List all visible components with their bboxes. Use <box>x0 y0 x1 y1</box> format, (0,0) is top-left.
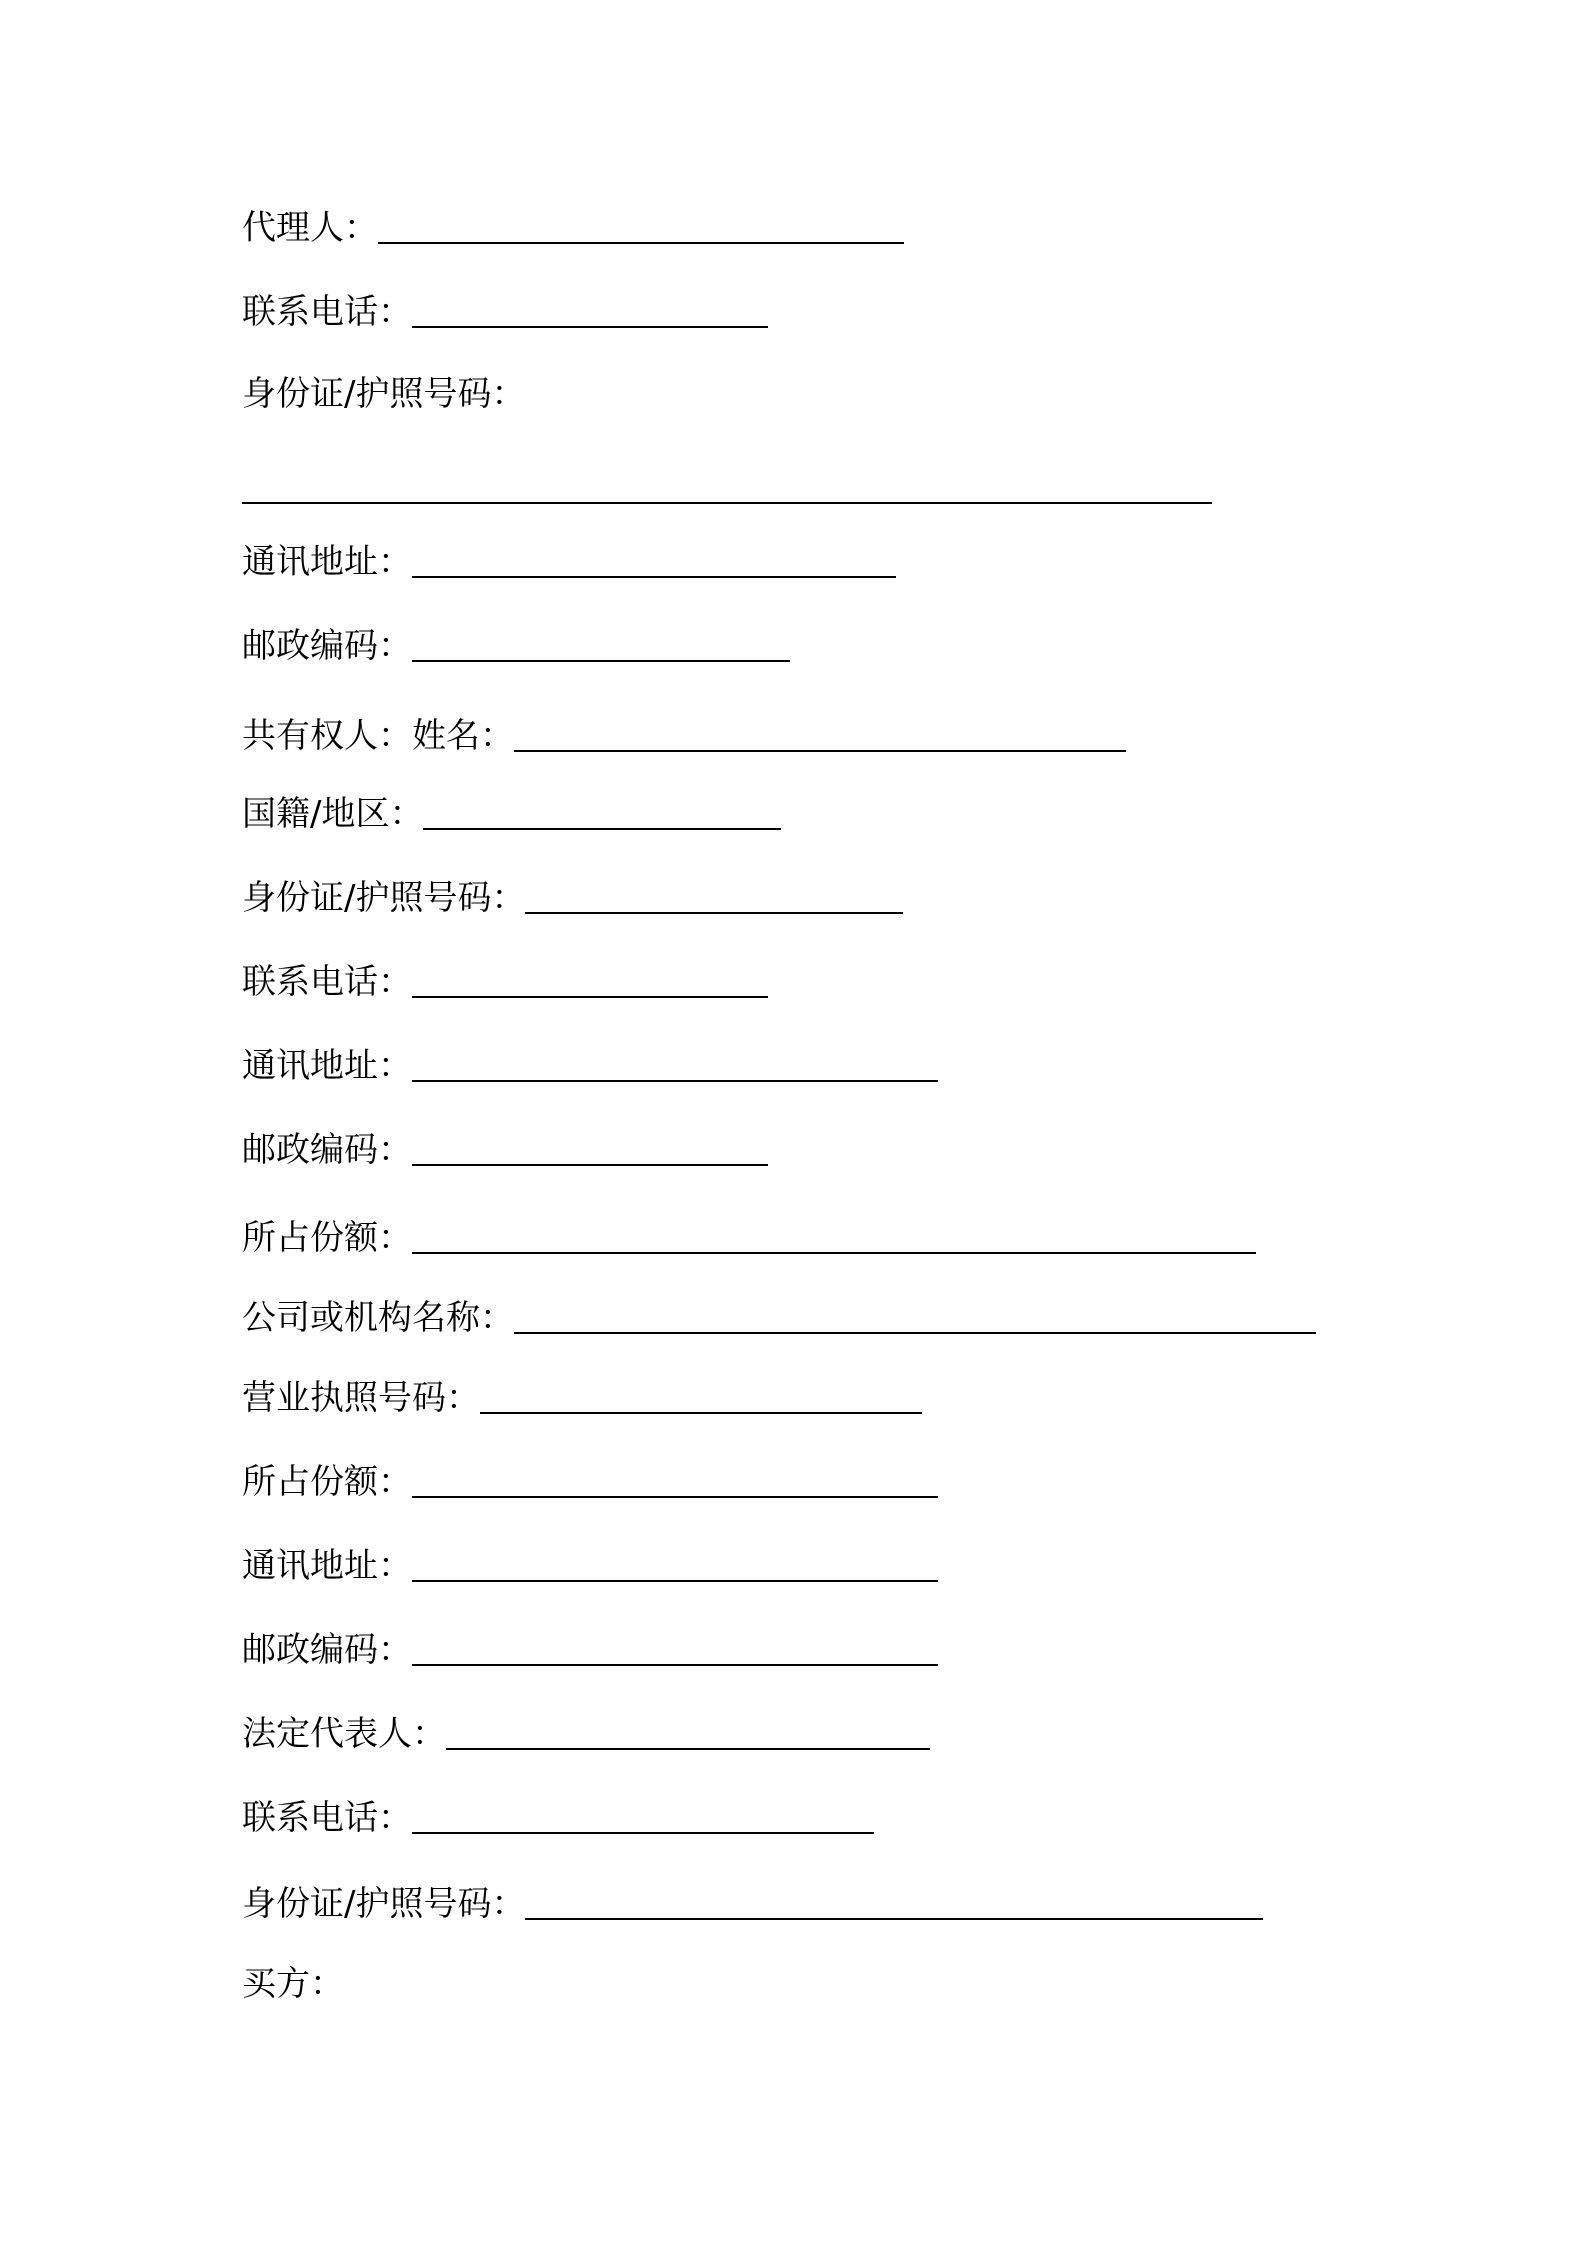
field-postal-code <box>242 622 790 670</box>
field-label: 邮政编码： <box>242 1130 412 1170</box>
blank-line[interactable] <box>412 1546 938 1582</box>
field-label: 共有权人：姓名： <box>242 716 514 756</box>
blank-line[interactable] <box>412 1798 874 1834</box>
blank-line[interactable] <box>412 1130 768 1166</box>
field-label: 身份证/护照号码： <box>242 1884 526 1924</box>
field-share <box>242 1458 938 1506</box>
field-label: 联系电话： <box>242 962 412 1002</box>
blank-line[interactable] <box>412 1046 938 1082</box>
blank-line[interactable] <box>378 208 904 244</box>
field-address <box>242 538 896 586</box>
field-address <box>242 1042 938 1090</box>
field-id-number <box>242 370 525 418</box>
field-buyer <box>242 1960 344 2008</box>
field-legal-representative <box>242 1710 930 1758</box>
field-share <box>242 1214 1256 1262</box>
field-id-number <box>242 874 903 922</box>
field-phone <box>242 288 768 336</box>
field-phone <box>242 1794 874 1842</box>
blank-line[interactable] <box>412 1630 938 1666</box>
field-label: 邮政编码： <box>242 626 412 666</box>
blank-line[interactable] <box>412 292 768 328</box>
field-label: 所占份额： <box>242 1462 412 1502</box>
field-label: 通讯地址： <box>242 542 412 582</box>
blank-line[interactable] <box>412 542 896 578</box>
blank-line[interactable] <box>525 1884 1263 1920</box>
field-co-owner-name <box>242 712 1126 760</box>
blank-line[interactable] <box>423 794 781 830</box>
blank-line[interactable] <box>412 626 790 662</box>
blank-line[interactable] <box>446 1714 930 1750</box>
blank-line[interactable] <box>412 1218 1256 1254</box>
blank-line[interactable] <box>412 1462 938 1498</box>
field-label: 联系电话： <box>242 292 412 332</box>
field-nationality <box>242 790 781 838</box>
field-label: 通讯地址： <box>242 1546 412 1586</box>
field-license-number <box>242 1374 922 1422</box>
field-label: 国籍/地区： <box>242 794 424 834</box>
blank-line[interactable] <box>514 716 1126 752</box>
field-company-name <box>242 1294 1316 1342</box>
blank-line[interactable] <box>480 1378 922 1414</box>
blank-line[interactable] <box>514 1298 1316 1334</box>
field-id-number <box>242 1880 1263 1928</box>
field-label: 营业执照号码： <box>242 1378 480 1418</box>
blank-line[interactable] <box>412 962 768 998</box>
field-label: 公司或机构名称： <box>242 1298 514 1338</box>
field-phone <box>242 958 768 1006</box>
field-address <box>242 1542 938 1590</box>
field-label: 代理人： <box>242 208 378 248</box>
field-label: 邮政编码： <box>242 1630 412 1670</box>
field-label: 通讯地址： <box>242 1046 412 1086</box>
field-agent <box>242 204 904 252</box>
field-label: 所占份额： <box>242 1218 412 1258</box>
field-label: 联系电话： <box>242 1798 412 1838</box>
field-label: 法定代表人： <box>242 1714 446 1754</box>
field-postal-code <box>242 1626 938 1674</box>
field-label: 身份证/护照号码： <box>242 878 526 918</box>
field-postal-code <box>242 1126 768 1174</box>
field-label: 身份证/护照号码： <box>242 374 526 414</box>
field-label: 买方： <box>242 1964 344 2004</box>
blank-line[interactable] <box>525 878 903 914</box>
blank-line[interactable] <box>242 500 1212 504</box>
